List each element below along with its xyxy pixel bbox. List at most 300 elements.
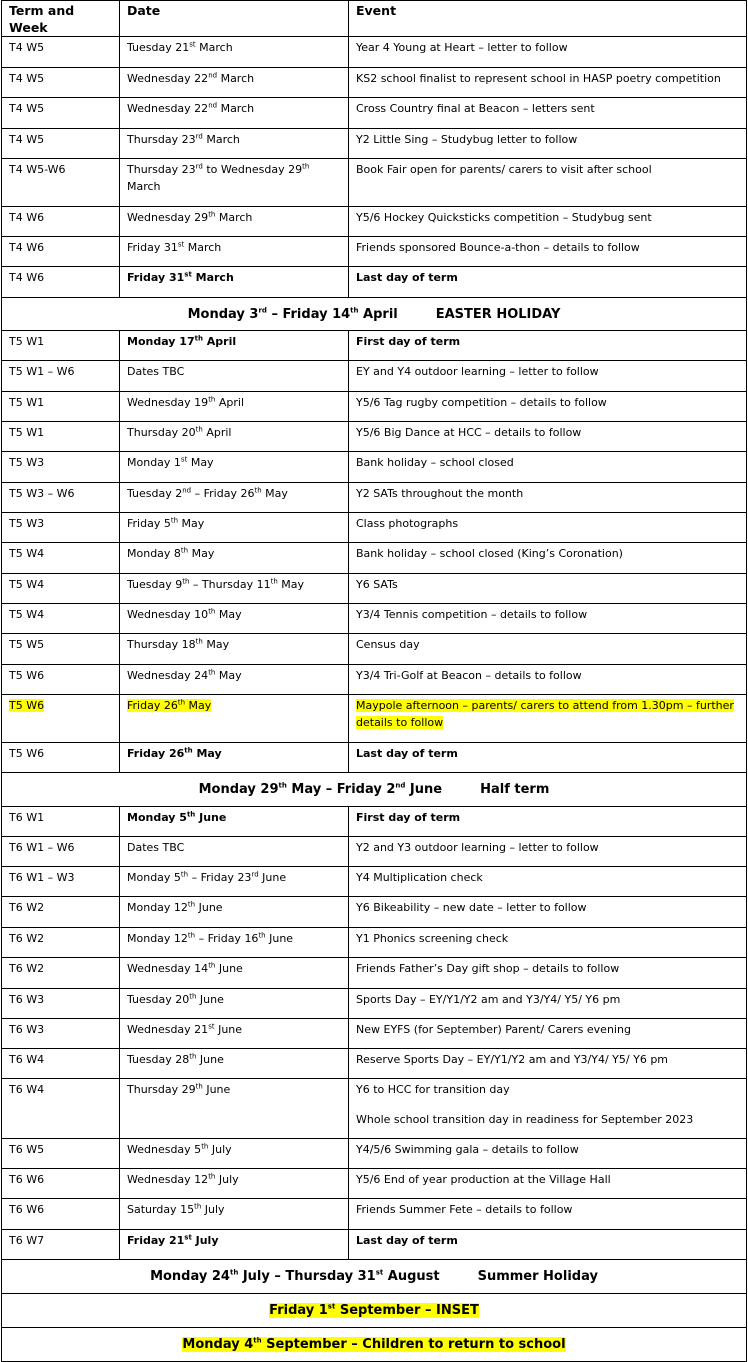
date-value: Wednesday 12th July bbox=[127, 1172, 239, 1186]
term-week-text bbox=[2, 1079, 119, 1098]
date-text bbox=[120, 98, 348, 117]
date-text bbox=[120, 958, 348, 977]
date-text bbox=[120, 928, 348, 947]
term-week-cell bbox=[2, 928, 120, 958]
term-week-value: T6 W4 bbox=[9, 1053, 45, 1066]
date-value: Dates TBC bbox=[127, 841, 185, 854]
term-week-value: T6 W1 bbox=[9, 811, 45, 824]
banner-cell bbox=[2, 1294, 747, 1328]
date-text bbox=[120, 331, 348, 350]
event-text bbox=[349, 452, 746, 471]
event-value: Y5/6 Tag rugby competition – details to follow bbox=[356, 396, 607, 409]
term-week-text bbox=[2, 237, 119, 256]
date-value: Monday 17th April bbox=[127, 334, 237, 348]
term-week-cell bbox=[2, 543, 120, 574]
event-cell bbox=[349, 207, 747, 237]
term-week-cell bbox=[2, 129, 120, 159]
term-week-text bbox=[2, 68, 119, 87]
date-cell bbox=[120, 1199, 349, 1230]
date-cell bbox=[120, 837, 349, 867]
date-cell bbox=[120, 743, 349, 773]
term-week-value: T4 W5 bbox=[9, 41, 45, 54]
term-week-cell bbox=[2, 422, 120, 452]
table-row bbox=[2, 452, 747, 483]
event-value: Last day of term bbox=[356, 1234, 458, 1247]
table-row bbox=[2, 695, 747, 743]
date-value: Friday 26th May bbox=[127, 698, 212, 712]
banner-cell bbox=[2, 1260, 747, 1294]
date-text bbox=[120, 452, 348, 471]
term-week-cell bbox=[2, 1049, 120, 1079]
term-week-cell bbox=[2, 159, 120, 207]
term-week-text bbox=[2, 129, 119, 148]
event-text bbox=[349, 392, 746, 411]
term-week-cell bbox=[2, 513, 120, 543]
event-value: Y6 to HCC for transition day bbox=[356, 1083, 510, 1096]
term-week-value: T6 W6 bbox=[9, 1173, 45, 1186]
event-text bbox=[349, 604, 746, 623]
term-week-text bbox=[2, 574, 119, 593]
date-value: Wednesday 19th April bbox=[127, 395, 245, 409]
date-cell bbox=[120, 665, 349, 695]
term-week-cell bbox=[2, 207, 120, 237]
date-cell bbox=[120, 897, 349, 928]
event-text bbox=[349, 807, 746, 826]
date-value: Wednesday 24th May bbox=[127, 668, 242, 682]
term-week-value: T6 W7 bbox=[9, 1234, 45, 1247]
banner-row bbox=[2, 773, 747, 807]
date-text bbox=[120, 1139, 348, 1158]
date-text bbox=[120, 604, 348, 623]
event-cell bbox=[349, 513, 747, 543]
event-value: Year 4 Young at Heart – letter to follow bbox=[356, 41, 568, 54]
event-text bbox=[349, 331, 746, 350]
term-week-text bbox=[2, 634, 119, 653]
term-week-text bbox=[2, 98, 119, 117]
event-value: Y5/6 Hockey Quicksticks competition – Studybug sent bbox=[356, 211, 652, 224]
table-row bbox=[2, 665, 747, 695]
banner-text: Monday 29th May – Friday 2nd June bbox=[198, 781, 443, 797]
date-cell bbox=[120, 1049, 349, 1079]
term-week-text bbox=[2, 743, 119, 762]
term-week-cell bbox=[2, 837, 120, 867]
term-week-value: T6 W6 bbox=[9, 1203, 45, 1216]
term-week-value: T4 W6 bbox=[9, 271, 45, 284]
event-value: Sports Day – EY/Y1/Y2 am and Y3/Y4/ Y5/ Y6 pm bbox=[356, 993, 621, 1006]
table-row bbox=[2, 237, 747, 267]
event-cell bbox=[349, 1079, 747, 1139]
event-value: New EYFS (for September) Parent/ Carers evening bbox=[356, 1023, 631, 1036]
table-row bbox=[2, 743, 747, 773]
term-week-cell bbox=[2, 1079, 120, 1139]
term-week-cell bbox=[2, 989, 120, 1019]
date-cell bbox=[120, 1139, 349, 1169]
term-week-text bbox=[2, 513, 119, 532]
term-week-cell bbox=[2, 68, 120, 98]
event-value: Y4/5/6 Swimming gala – details to follow bbox=[356, 1143, 579, 1156]
event-value-secondary: Whole school transition day in readiness for September 2023 bbox=[356, 1113, 694, 1126]
date-cell bbox=[120, 331, 349, 361]
banner-label: Half term bbox=[480, 782, 550, 797]
event-value: Friends Father’s Day gift shop – details to follow bbox=[356, 962, 620, 975]
event-cell bbox=[349, 98, 747, 129]
date-text bbox=[120, 361, 348, 380]
event-cell bbox=[349, 1199, 747, 1230]
date-value: Friday 31st March bbox=[127, 240, 222, 254]
event-text bbox=[349, 207, 746, 226]
term-week-cell bbox=[2, 267, 120, 298]
event-cell bbox=[349, 665, 747, 695]
event-text bbox=[349, 513, 746, 532]
event-value: Y4 Multiplication check bbox=[356, 871, 483, 884]
table-row bbox=[2, 958, 747, 989]
date-value: Tuesday 9th – Thursday 11th May bbox=[127, 577, 305, 591]
event-text bbox=[349, 361, 746, 380]
date-cell bbox=[120, 634, 349, 665]
table-row bbox=[2, 807, 747, 837]
event-cell bbox=[349, 543, 747, 574]
term-week-cell bbox=[2, 634, 120, 665]
schedule-body bbox=[2, 37, 747, 1362]
event-value: EY and Y4 outdoor learning – letter to follow bbox=[356, 365, 599, 378]
event-cell bbox=[349, 604, 747, 634]
event-text bbox=[349, 897, 746, 916]
date-text bbox=[120, 1169, 348, 1188]
table-row bbox=[2, 159, 747, 207]
term-week-cell bbox=[2, 1199, 120, 1230]
date-cell bbox=[120, 483, 349, 513]
term-week-text bbox=[2, 695, 119, 714]
date-text bbox=[120, 37, 348, 56]
date-text bbox=[120, 807, 348, 826]
table-row bbox=[2, 68, 747, 98]
date-value: Thursday 23rd to Wednesday 29th March bbox=[127, 162, 310, 193]
term-week-value: T5 W3 bbox=[9, 456, 45, 469]
date-cell bbox=[120, 695, 349, 743]
event-value: Y5/6 End of year production at the Village Hall bbox=[356, 1173, 611, 1186]
event-text bbox=[349, 543, 746, 562]
event-text bbox=[349, 483, 746, 502]
event-text bbox=[349, 237, 746, 256]
event-cell bbox=[349, 1049, 747, 1079]
table-row bbox=[2, 928, 747, 958]
date-value: Monday 8th May bbox=[127, 546, 215, 560]
date-text bbox=[120, 159, 348, 195]
date-text bbox=[120, 634, 348, 653]
term-week-cell bbox=[2, 392, 120, 422]
date-text bbox=[120, 513, 348, 532]
term-week-cell bbox=[2, 604, 120, 634]
term-week-cell bbox=[2, 695, 120, 743]
date-cell bbox=[120, 159, 349, 207]
table-row bbox=[2, 1199, 747, 1230]
banner-text: Monday 4th September – Children to return to school bbox=[182, 1336, 566, 1352]
date-cell bbox=[120, 1079, 349, 1139]
banner-cell bbox=[2, 773, 747, 807]
table-row bbox=[2, 1169, 747, 1199]
term-week-text bbox=[2, 867, 119, 886]
event-text bbox=[349, 1079, 746, 1128]
event-text bbox=[349, 989, 746, 1008]
banner-row bbox=[2, 1328, 747, 1362]
term-week-cell bbox=[2, 331, 120, 361]
term-week-cell bbox=[2, 1230, 120, 1260]
event-text bbox=[349, 98, 746, 117]
event-value: KS2 school finalist to represent school in HASP poetry competition bbox=[356, 72, 721, 85]
term-week-value: T6 W3 bbox=[9, 993, 45, 1006]
date-text bbox=[120, 483, 348, 502]
date-cell bbox=[120, 604, 349, 634]
date-text bbox=[120, 129, 348, 148]
event-text bbox=[349, 1139, 746, 1158]
event-text bbox=[349, 634, 746, 653]
banner-cell bbox=[2, 298, 747, 331]
event-cell bbox=[349, 989, 747, 1019]
event-cell bbox=[349, 634, 747, 665]
term-week-value: T5 W6 bbox=[9, 747, 45, 760]
table-row bbox=[2, 422, 747, 452]
term-week-value: T6 W4 bbox=[9, 1083, 45, 1096]
table-row bbox=[2, 513, 747, 543]
table-row bbox=[2, 331, 747, 361]
term-week-value: T5 W1 bbox=[9, 426, 45, 439]
date-cell bbox=[120, 452, 349, 483]
date-cell bbox=[120, 422, 349, 452]
term-week-text bbox=[2, 483, 119, 502]
date-cell bbox=[120, 267, 349, 298]
date-text bbox=[120, 1079, 348, 1098]
term-week-cell bbox=[2, 1139, 120, 1169]
event-text bbox=[349, 867, 746, 886]
event-cell bbox=[349, 807, 747, 837]
date-value: Thursday 29th June bbox=[127, 1082, 231, 1096]
event-text bbox=[349, 68, 746, 87]
table-row bbox=[2, 837, 747, 867]
event-value: Y1 Phonics screening check bbox=[356, 932, 509, 945]
term-week-value: T5 W6 bbox=[9, 699, 45, 712]
date-cell bbox=[120, 543, 349, 574]
date-value: Tuesday 20th June bbox=[127, 992, 224, 1006]
term-week-text bbox=[2, 267, 119, 286]
term-week-cell bbox=[2, 1169, 120, 1199]
table-row bbox=[2, 1139, 747, 1169]
event-value: Reserve Sports Day – EY/Y1/Y2 am and Y3/Y4/ Y5/ Y6 pm bbox=[356, 1053, 669, 1066]
banner-cell bbox=[2, 1328, 747, 1362]
event-text bbox=[349, 1230, 746, 1249]
event-text bbox=[349, 958, 746, 977]
date-cell bbox=[120, 207, 349, 237]
date-value: Wednesday 14th June bbox=[127, 961, 243, 975]
term-week-text bbox=[2, 928, 119, 947]
term-week-value: T5 W5 bbox=[9, 638, 45, 651]
date-cell bbox=[120, 989, 349, 1019]
term-week-value: T4 W6 bbox=[9, 241, 45, 254]
term-week-cell bbox=[2, 452, 120, 483]
term-week-value: T5 W3 bbox=[9, 517, 45, 530]
date-text bbox=[120, 237, 348, 256]
term-week-cell bbox=[2, 483, 120, 513]
date-cell bbox=[120, 98, 349, 129]
event-value: Y6 SATs bbox=[356, 578, 398, 591]
table-row bbox=[2, 634, 747, 665]
date-value: Wednesday 10th May bbox=[127, 607, 242, 621]
date-cell bbox=[120, 68, 349, 98]
date-value: Monday 5th – Friday 23rd June bbox=[127, 870, 287, 884]
event-cell bbox=[349, 695, 747, 743]
table-row bbox=[2, 604, 747, 634]
event-text bbox=[349, 1169, 746, 1188]
date-value: Friday 21st July bbox=[127, 1233, 219, 1247]
banner-row bbox=[2, 298, 747, 331]
event-value: Y3/4 Tri-Golf at Beacon – details to follow bbox=[356, 669, 582, 682]
term-week-value: T4 W5 bbox=[9, 102, 45, 115]
date-cell bbox=[120, 1230, 349, 1260]
date-cell bbox=[120, 867, 349, 897]
term-week-value: T5 W4 bbox=[9, 608, 45, 621]
term-week-text bbox=[2, 1169, 119, 1188]
event-cell bbox=[349, 361, 747, 392]
date-text bbox=[120, 743, 348, 762]
header-date: Date bbox=[120, 1, 349, 37]
term-week-cell bbox=[2, 807, 120, 837]
event-cell bbox=[349, 392, 747, 422]
date-value: Wednesday 22nd March bbox=[127, 101, 255, 115]
banner-text: Monday 3rd – Friday 14th April bbox=[187, 306, 398, 322]
date-cell bbox=[120, 1169, 349, 1199]
date-text bbox=[120, 422, 348, 441]
term-week-cell bbox=[2, 1019, 120, 1049]
term-week-value: T6 W2 bbox=[9, 901, 45, 914]
event-value: Bank holiday – school closed bbox=[356, 456, 514, 469]
date-text bbox=[120, 207, 348, 226]
date-text bbox=[120, 1199, 348, 1218]
term-week-text bbox=[2, 897, 119, 916]
date-value: Saturday 15th July bbox=[127, 1202, 225, 1216]
date-value: Wednesday 21st June bbox=[127, 1022, 243, 1036]
table-row bbox=[2, 897, 747, 928]
event-text bbox=[349, 928, 746, 947]
term-week-text bbox=[2, 604, 119, 623]
date-value: Tuesday 28th June bbox=[127, 1052, 224, 1066]
term-week-text bbox=[2, 452, 119, 471]
event-value: Y2 SATs throughout the month bbox=[356, 487, 524, 500]
banner-row bbox=[2, 1260, 747, 1294]
event-text bbox=[349, 1199, 746, 1218]
event-text bbox=[349, 695, 746, 731]
header-term-week: Term and Week bbox=[2, 1, 120, 37]
term-week-value: T5 W3 – W6 bbox=[9, 487, 75, 500]
event-value: Y3/4 Tennis competition – details to follow bbox=[356, 608, 588, 621]
date-text bbox=[120, 1019, 348, 1038]
event-text bbox=[349, 422, 746, 441]
event-value: Y6 Bikeability – new date – letter to follow bbox=[356, 901, 587, 914]
date-cell bbox=[120, 574, 349, 604]
date-cell bbox=[120, 807, 349, 837]
event-cell bbox=[349, 483, 747, 513]
event-value: Class photographs bbox=[356, 517, 459, 530]
table-row bbox=[2, 361, 747, 392]
banner-label: EASTER HOLIDAY bbox=[435, 306, 561, 322]
event-cell bbox=[349, 159, 747, 207]
term-week-text bbox=[2, 37, 119, 56]
term-week-cell bbox=[2, 98, 120, 129]
term-week-value: T5 W6 bbox=[9, 669, 45, 682]
date-value: Friday 26th May bbox=[127, 746, 222, 760]
term-week-cell bbox=[2, 361, 120, 392]
term-week-text bbox=[2, 422, 119, 441]
event-text bbox=[349, 159, 746, 178]
date-value: Wednesday 22nd March bbox=[127, 71, 255, 85]
term-week-cell bbox=[2, 897, 120, 928]
table-row bbox=[2, 867, 747, 897]
date-value: Thursday 18th May bbox=[127, 637, 230, 651]
date-text bbox=[120, 68, 348, 87]
term-week-cell bbox=[2, 237, 120, 267]
event-value: Bank holiday – school closed (King’s Coronation) bbox=[356, 547, 623, 560]
date-text bbox=[120, 574, 348, 593]
date-value: Friday 5th May bbox=[127, 516, 205, 530]
term-week-value: T6 W2 bbox=[9, 932, 45, 945]
date-value: Monday 12th June bbox=[127, 900, 223, 914]
event-value: Book Fair open for parents/ carers to visit after school bbox=[356, 163, 652, 176]
date-text bbox=[120, 1049, 348, 1068]
event-value: Y5/6 Big Dance at HCC – details to follow bbox=[356, 426, 582, 439]
table-row bbox=[2, 267, 747, 298]
banner-text: Friday 1st September – INSET bbox=[269, 1302, 479, 1318]
event-cell bbox=[349, 452, 747, 483]
event-cell bbox=[349, 867, 747, 897]
term-week-cell bbox=[2, 867, 120, 897]
term-week-text bbox=[2, 361, 119, 380]
table-row bbox=[2, 129, 747, 159]
event-text bbox=[349, 837, 746, 856]
term-week-text bbox=[2, 207, 119, 226]
event-cell bbox=[349, 331, 747, 361]
term-week-cell bbox=[2, 665, 120, 695]
date-text bbox=[120, 392, 348, 411]
date-cell bbox=[120, 958, 349, 989]
event-text bbox=[349, 1019, 746, 1038]
event-cell bbox=[349, 422, 747, 452]
table-row bbox=[2, 483, 747, 513]
term-week-cell bbox=[2, 743, 120, 773]
event-value: Cross Country final at Beacon – letters sent bbox=[356, 102, 595, 115]
header-event: Event bbox=[349, 1, 747, 37]
table-row bbox=[2, 207, 747, 237]
term-dates-table bbox=[1, 0, 747, 1362]
term-week-value: T4 W5 bbox=[9, 72, 45, 85]
term-week-value: T6 W2 bbox=[9, 962, 45, 975]
event-text bbox=[349, 267, 746, 286]
date-text bbox=[120, 867, 348, 886]
date-text bbox=[120, 1230, 348, 1249]
date-cell bbox=[120, 361, 349, 392]
term-week-value: T6 W3 bbox=[9, 1023, 45, 1036]
date-text bbox=[120, 267, 348, 286]
event-cell bbox=[349, 837, 747, 867]
date-cell bbox=[120, 237, 349, 267]
event-cell bbox=[349, 1139, 747, 1169]
date-text bbox=[120, 665, 348, 684]
date-value: Friday 31st March bbox=[127, 270, 234, 284]
table-row bbox=[2, 392, 747, 422]
event-text bbox=[349, 574, 746, 593]
date-value: Thursday 20th April bbox=[127, 425, 232, 439]
date-value: Wednesday 29th March bbox=[127, 210, 253, 224]
event-cell bbox=[349, 267, 747, 298]
header-row bbox=[2, 1, 747, 37]
event-cell bbox=[349, 129, 747, 159]
